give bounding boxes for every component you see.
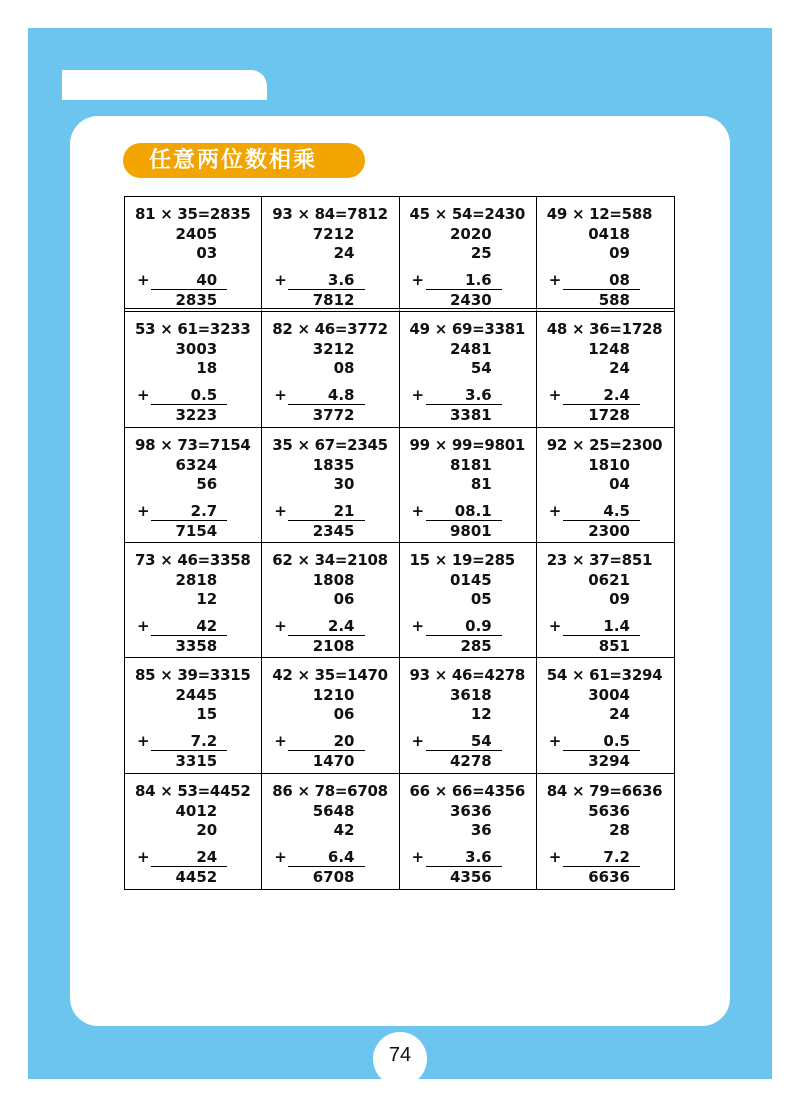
result: 9801 (450, 521, 492, 540)
problem-cell (537, 658, 674, 773)
equation: 73 × 46=3358 (135, 551, 251, 569)
sum-rule (288, 750, 364, 751)
problem-cell (537, 543, 674, 658)
partial-line-1: 2818 (175, 571, 218, 589)
partial-line-3: 40 (196, 271, 218, 289)
partial-line-3: 08 (609, 271, 630, 289)
plus-sign: + (274, 271, 287, 289)
plus-sign: + (548, 386, 562, 405)
partial-line-3: 42 (196, 617, 218, 635)
partial-line-2: 18 (196, 359, 218, 378)
partial-line-2: 81 (470, 474, 492, 493)
plus-sign: + (411, 271, 425, 289)
partial-line-1: 5648 (312, 801, 355, 820)
problem-cell (262, 658, 399, 773)
plus-sign: + (548, 501, 562, 520)
partial-line-3: 7.2 (190, 732, 218, 751)
plus-sign: + (548, 617, 562, 635)
result: 7812 (312, 291, 355, 309)
result: 2345 (312, 521, 355, 540)
partial-line-2: 24 (609, 359, 630, 378)
equation: 93 × 84=7812 (272, 205, 388, 223)
plus-sign: + (274, 617, 287, 635)
equation: 86 × 78=6708 (272, 781, 388, 800)
partial-line-1: 3003 (175, 340, 218, 359)
partial-line-1: 3636 (450, 801, 492, 820)
partial-line-2: 04 (609, 474, 630, 493)
equation: 23 × 37=851 (546, 551, 653, 569)
partial-line-2: 36 (470, 820, 492, 839)
sum-rule (151, 289, 227, 290)
plus-sign: + (548, 271, 562, 289)
problem-cell (400, 658, 537, 773)
result: 4356 (450, 867, 492, 886)
equation: 15 × 19=285 (409, 551, 515, 569)
partial-line-1: 1808 (312, 571, 355, 589)
problem-cell (262, 543, 399, 658)
result: 851 (598, 637, 630, 655)
partial-line-1: 2481 (450, 340, 492, 359)
partial-line-3: 08.1 (454, 501, 492, 520)
partial-line-1: 3004 (588, 686, 630, 705)
partial-line-1: 2020 (450, 225, 492, 243)
partial-line-3: 2.4 (603, 386, 630, 405)
sum-rule (288, 866, 364, 867)
plus-sign: + (274, 847, 287, 866)
equation: 35 × 67=2345 (272, 435, 388, 454)
plus-sign: + (274, 386, 287, 405)
problem-cell (400, 312, 537, 427)
plus-sign: + (137, 271, 150, 289)
result: 3381 (450, 406, 492, 425)
problem-cell (125, 197, 262, 312)
partial-line-1: 0621 (588, 571, 630, 589)
partial-line-3: 1.6 (465, 271, 492, 289)
result: 3223 (175, 406, 218, 425)
result: 3772 (312, 406, 355, 425)
sum-rule (288, 520, 364, 521)
partial-line-3: 54 (470, 732, 492, 751)
partial-line-3: 20 (333, 732, 355, 751)
sum-rule (288, 289, 364, 290)
result: 4278 (450, 752, 492, 771)
partial-line-3: 3.6 (327, 271, 355, 289)
partial-line-3: 7.2 (603, 847, 630, 866)
result: 2108 (312, 637, 355, 655)
problem-cell (537, 312, 674, 427)
partial-line-2: 06 (333, 705, 355, 724)
problem-cell (400, 543, 537, 658)
equation: 93 × 46=4278 (409, 666, 525, 685)
partial-line-1: 1210 (312, 686, 355, 705)
problem-cell (262, 774, 399, 889)
result: 3294 (588, 752, 630, 771)
partial-line-3: 4.5 (603, 501, 630, 520)
partial-line-1: 1835 (312, 455, 355, 474)
partial-line-3: 3.6 (465, 386, 492, 405)
result: 3315 (175, 752, 218, 771)
partial-line-3: 2.7 (190, 501, 218, 520)
problem-cell (125, 428, 262, 543)
page-number: 74 (388, 1044, 412, 1066)
sum-rule (563, 635, 640, 636)
sum-rule (288, 635, 364, 636)
partial-line-2: 56 (196, 474, 218, 493)
partial-line-1: 2445 (175, 686, 218, 705)
plus-sign: + (137, 732, 150, 751)
plus-sign: + (548, 732, 562, 751)
partial-line-2: 03 (196, 244, 218, 262)
partial-line-2: 42 (333, 820, 355, 839)
result: 6708 (312, 867, 355, 886)
problem-cell (537, 774, 674, 889)
sum-rule (426, 635, 502, 636)
partial-line-3: 0.5 (603, 732, 630, 751)
plus-sign: + (274, 732, 287, 751)
result: 588 (598, 291, 630, 309)
partial-line-1: 0145 (450, 571, 492, 589)
problem-cell (400, 428, 537, 543)
sum-rule (151, 750, 227, 751)
problem-cell (537, 428, 674, 543)
partial-line-3: 24 (196, 847, 218, 866)
problem-cell (262, 197, 399, 312)
plus-sign: + (274, 501, 287, 520)
partial-line-1: 5636 (588, 801, 630, 820)
equation: 48 × 36=1728 (546, 320, 663, 339)
plus-sign: + (137, 847, 150, 866)
partial-line-2: 15 (196, 705, 218, 724)
result: 1470 (312, 752, 355, 771)
problem-cell (400, 774, 537, 889)
sum-rule (151, 866, 227, 867)
partial-line-3: 21 (333, 501, 355, 520)
plus-sign: + (411, 617, 425, 635)
problem-cell (125, 658, 262, 773)
sum-rule (151, 635, 227, 636)
equation: 53 × 61=3233 (135, 320, 251, 339)
equation: 84 × 53=4452 (135, 781, 251, 800)
equation: 92 × 25=2300 (546, 435, 663, 454)
equation: 85 × 39=3315 (135, 666, 251, 685)
plus-sign: + (137, 501, 150, 520)
plus-sign: + (548, 847, 562, 866)
sum-rule (563, 289, 640, 290)
partial-line-2: 54 (470, 359, 492, 378)
result: 2300 (588, 521, 630, 540)
sum-rule (426, 520, 502, 521)
equation: 49 × 12=588 (546, 205, 653, 223)
result: 7154 (175, 521, 218, 540)
sum-rule (426, 404, 502, 405)
equation: 45 × 54=2430 (409, 205, 525, 223)
equation: 81 × 35=2835 (135, 205, 251, 223)
partial-line-1: 2405 (175, 225, 218, 243)
partial-line-1: 7212 (312, 225, 355, 243)
partial-line-2: 20 (196, 820, 218, 839)
sum-rule (151, 404, 227, 405)
plus-sign: + (411, 732, 425, 751)
sum-rule (563, 520, 640, 521)
partial-line-2: 12 (196, 590, 218, 608)
partial-line-2: 12 (470, 705, 492, 724)
page-title: 任意两位数相乘 (123, 143, 365, 178)
equation: 49 × 69=3381 (409, 320, 525, 339)
header-tab (62, 70, 267, 100)
result: 285 (460, 637, 492, 655)
partial-line-2: 05 (470, 590, 492, 608)
problem-cell (125, 543, 262, 658)
partial-line-3: 2.4 (327, 617, 355, 635)
partial-line-2: 24 (609, 705, 630, 724)
partial-line-2: 09 (609, 590, 630, 608)
partial-line-1: 1248 (588, 340, 630, 359)
partial-line-1: 3618 (450, 686, 492, 705)
result: 1728 (588, 406, 630, 425)
partial-line-1: 4012 (175, 801, 218, 820)
sum-rule (563, 404, 640, 405)
partial-line-2: 08 (333, 359, 355, 378)
partial-line-3: 0.9 (465, 617, 492, 635)
partial-line-2: 28 (609, 820, 630, 839)
sum-rule (426, 289, 502, 290)
partial-line-3: 0.5 (190, 386, 218, 405)
plus-sign: + (411, 386, 425, 405)
equation: 98 × 73=7154 (135, 435, 251, 454)
problem-cell (125, 774, 262, 889)
result: 3358 (175, 637, 218, 655)
plus-sign: + (411, 847, 425, 866)
problem-grid (124, 196, 675, 890)
partial-line-1: 0418 (588, 225, 630, 243)
sum-rule (563, 750, 640, 751)
problem-cell (262, 312, 399, 427)
sum-rule (151, 520, 227, 521)
partial-line-3: 6.4 (327, 847, 355, 866)
equation: 54 × 61=3294 (546, 666, 663, 685)
partial-line-1: 3212 (312, 340, 355, 359)
partial-line-3: 3.6 (465, 847, 492, 866)
partial-line-2: 09 (609, 244, 630, 262)
plus-sign: + (411, 501, 425, 520)
partial-line-1: 1810 (588, 455, 630, 474)
partial-line-1: 8181 (450, 455, 492, 474)
partial-line-2: 25 (470, 244, 492, 262)
problem-cell (537, 197, 674, 312)
partial-line-2: 24 (333, 244, 355, 262)
partial-line-3: 4.8 (327, 386, 355, 405)
problem-cell (125, 312, 262, 427)
equation: 82 × 46=3772 (272, 320, 388, 339)
partial-line-3: 1.4 (603, 617, 630, 635)
sum-rule (426, 866, 502, 867)
partial-line-1: 6324 (175, 455, 218, 474)
equation: 99 × 99=9801 (409, 435, 525, 454)
sum-rule (426, 750, 502, 751)
sum-rule (288, 404, 364, 405)
result: 2835 (175, 291, 218, 309)
sum-rule (563, 866, 640, 867)
partial-line-2: 06 (333, 590, 355, 608)
plus-sign: + (137, 386, 150, 405)
equation: 84 × 79=6636 (546, 781, 663, 800)
problem-cell (262, 428, 399, 543)
equation: 42 × 35=1470 (272, 666, 388, 685)
problem-cell (400, 197, 537, 312)
result: 2430 (450, 291, 492, 309)
partial-line-2: 30 (333, 474, 355, 493)
result: 6636 (588, 867, 630, 886)
result: 4452 (175, 867, 218, 886)
equation: 66 × 66=4356 (409, 781, 525, 800)
equation: 62 × 34=2108 (272, 551, 388, 569)
plus-sign: + (137, 617, 150, 635)
